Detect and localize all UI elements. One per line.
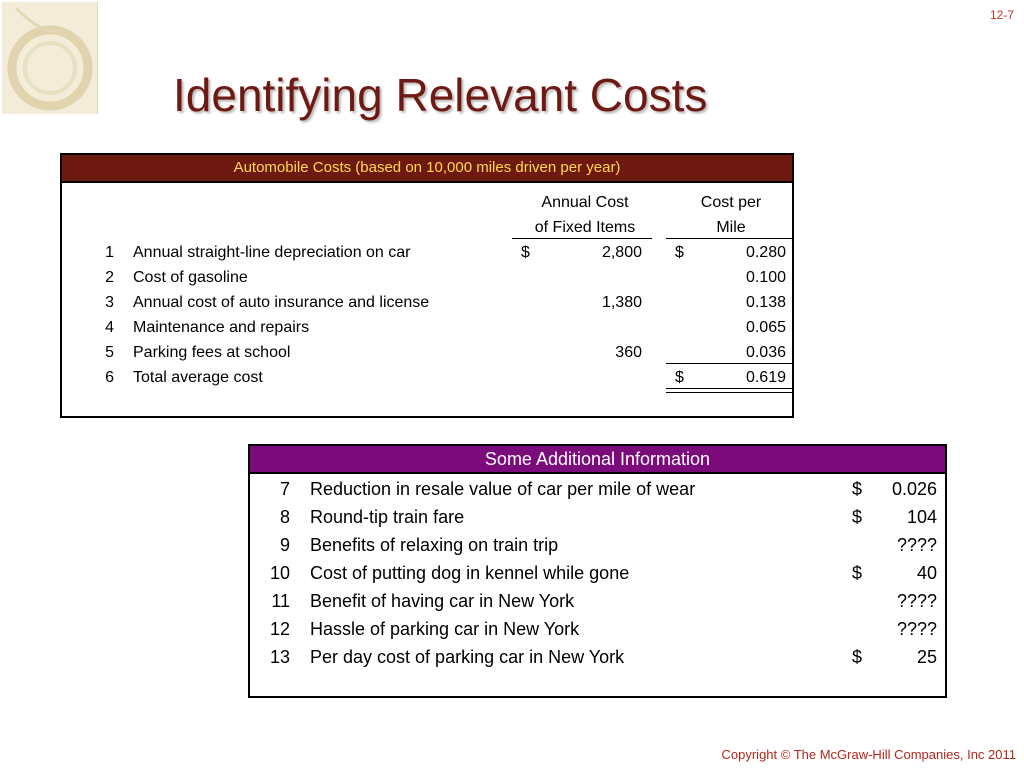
row-number: 7 bbox=[279, 479, 290, 499]
row-number: 12 bbox=[269, 619, 290, 639]
row-label: Cost of gasoline bbox=[133, 269, 248, 286]
fixed-cost-value: 360 bbox=[615, 344, 642, 361]
info-value: 0.026 bbox=[891, 479, 937, 499]
per-mile-value: 0.280 bbox=[745, 244, 786, 261]
per-mile-value: 0.619 bbox=[745, 369, 786, 386]
total-double-underline bbox=[666, 388, 794, 393]
column-underline bbox=[512, 238, 652, 239]
row-label: Reduction in resale value of car per mile of wear bbox=[310, 479, 696, 499]
total-underline bbox=[666, 363, 794, 364]
copyright-notice: Copyright © The McGraw-Hill Companies, Inc 2011 bbox=[721, 747, 1016, 762]
row-number: 6 bbox=[105, 369, 114, 386]
dollar-sign: $ bbox=[852, 563, 863, 583]
column-header-per-mile-line1: Cost per bbox=[700, 194, 762, 211]
table-header: Automobile Costs (based on 10,000 miles driven per year) bbox=[62, 155, 792, 183]
row-number: 11 bbox=[271, 591, 290, 611]
column-header-fixed-line1: Annual Cost bbox=[541, 194, 629, 211]
dollar-sign: $ bbox=[852, 507, 863, 527]
row-number: 8 bbox=[279, 507, 290, 527]
row-label: Maintenance and repairs bbox=[133, 319, 310, 336]
row-label: Round-tip train fare bbox=[310, 507, 465, 527]
row-label: Parking fees at school bbox=[133, 344, 291, 361]
dollar-sign: $ bbox=[852, 647, 863, 667]
decorative-logo bbox=[2, 2, 98, 114]
per-mile-value: 0.100 bbox=[745, 269, 786, 286]
dollar-sign: $ bbox=[675, 369, 684, 386]
row-number: 1 bbox=[105, 244, 114, 261]
row-label: Cost of putting dog in kennel while gone bbox=[310, 563, 630, 583]
automobile-costs-table bbox=[60, 153, 794, 418]
column-header-fixed-line2: of Fixed Items bbox=[534, 219, 636, 236]
row-label: Benefits of relaxing on train trip bbox=[310, 535, 559, 555]
per-mile-value: 0.036 bbox=[745, 344, 786, 361]
row-label: Annual straight-line depreciation on car bbox=[133, 244, 411, 261]
row-label: Per day cost of parking car in New York bbox=[310, 647, 625, 667]
info-value: 40 bbox=[916, 563, 937, 583]
row-label: Annual cost of auto insurance and license bbox=[133, 294, 430, 311]
page-title: Identifying Relevant Costs bbox=[173, 69, 708, 121]
info-value: 25 bbox=[916, 647, 937, 667]
row-number: 9 bbox=[279, 535, 290, 555]
row-number: 3 bbox=[105, 294, 114, 311]
row-number: 4 bbox=[105, 319, 114, 336]
per-mile-value: 0.065 bbox=[745, 319, 786, 336]
info-value: ???? bbox=[896, 619, 937, 639]
ring-logo-icon bbox=[2, 2, 97, 114]
row-number: 5 bbox=[105, 344, 114, 361]
row-number: 13 bbox=[269, 647, 290, 667]
info-value: 104 bbox=[906, 507, 937, 527]
per-mile-value: 0.138 bbox=[745, 294, 786, 311]
dollar-sign: $ bbox=[521, 244, 530, 261]
additional-information-table bbox=[248, 444, 947, 698]
dollar-sign: $ bbox=[675, 244, 684, 261]
row-label: Total average cost bbox=[133, 369, 263, 386]
row-label: Hassle of parking car in New York bbox=[310, 619, 580, 639]
column-underline bbox=[666, 238, 794, 239]
fixed-cost-value: 1,380 bbox=[601, 294, 642, 311]
dollar-sign: $ bbox=[852, 479, 863, 499]
table-header: Some Additional Information bbox=[250, 446, 945, 474]
info-value: ???? bbox=[896, 591, 937, 611]
row-number: 10 bbox=[269, 563, 290, 583]
slide-number: 12-7 bbox=[989, 8, 1014, 22]
fixed-cost-value: 2,800 bbox=[601, 244, 642, 261]
row-label: Benefit of having car in New York bbox=[310, 591, 575, 611]
row-number: 2 bbox=[105, 269, 114, 286]
info-value: ???? bbox=[896, 535, 937, 555]
column-header-per-mile-line2: Mile bbox=[716, 219, 746, 236]
